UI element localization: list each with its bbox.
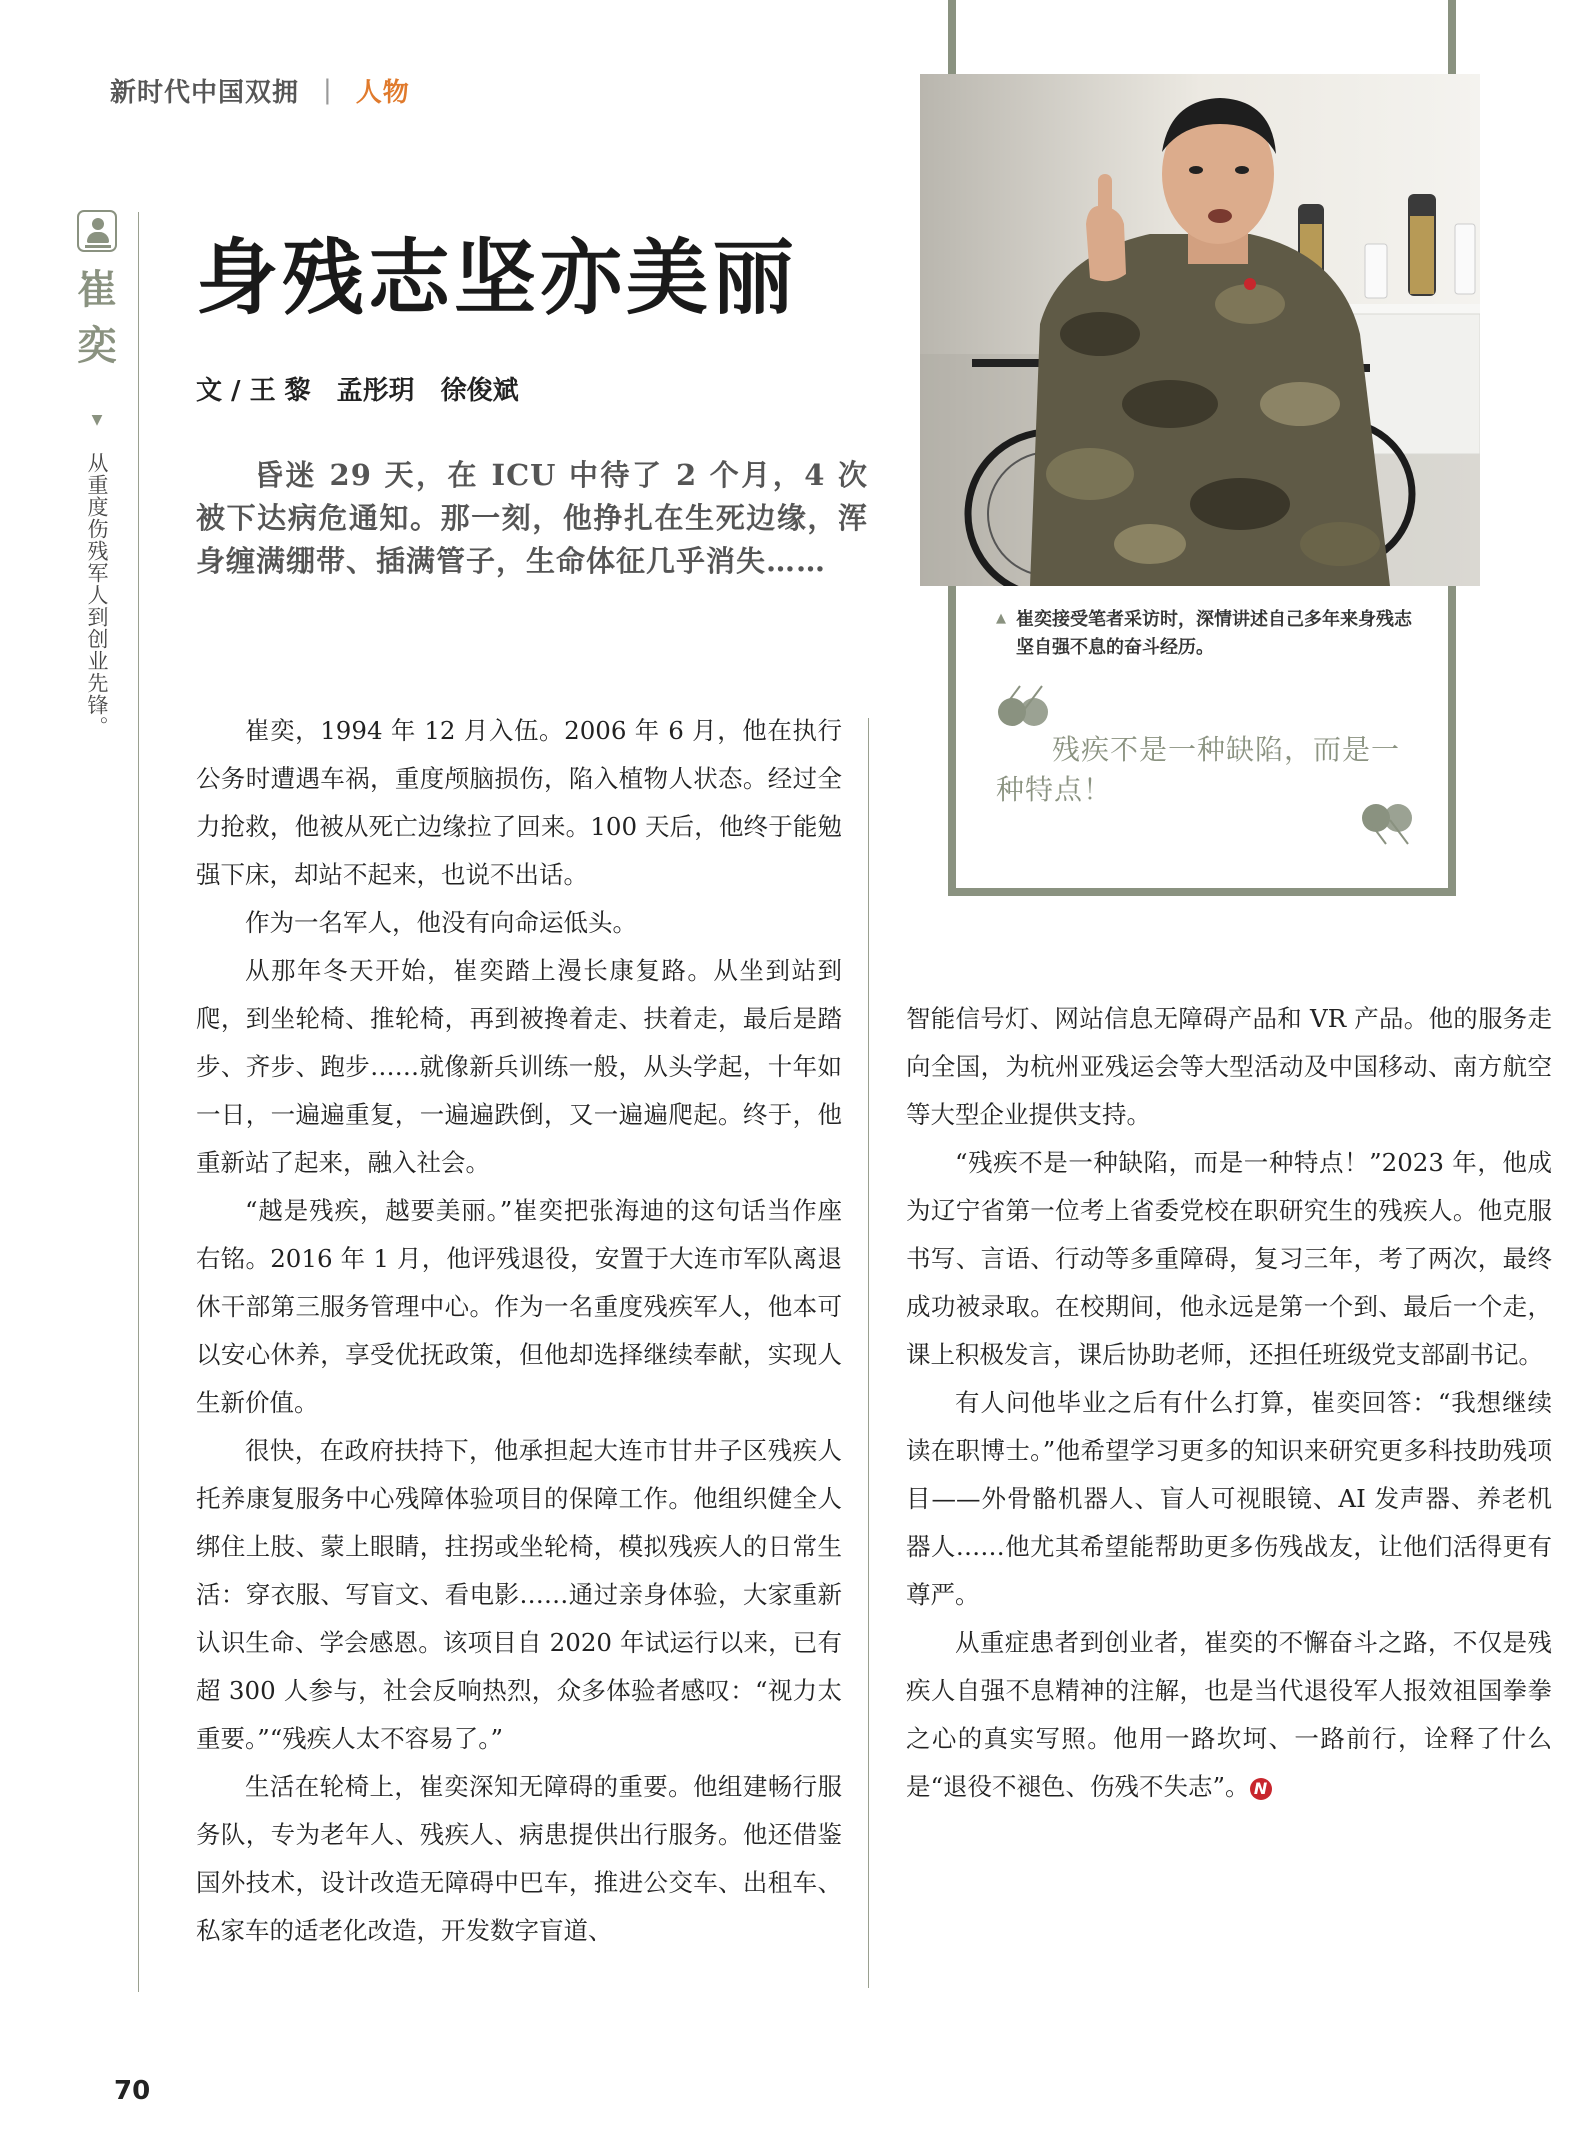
article-title: 身残志坚亦美丽: [196, 230, 799, 326]
vertical-rule: [138, 212, 139, 1992]
column-rule: [868, 718, 869, 1988]
vertical-person-name: 崔奕: [77, 266, 117, 369]
pull-quote: 残疾不是一种缺陷，而是一种特点！: [996, 733, 1401, 806]
body-column-right: [906, 995, 1552, 1811]
byline: 文 / 王 黎 孟彤玥 徐俊斌: [196, 376, 519, 406]
final-paragraph-text: 从重症患者到创业者，崔奕的不懈奋斗之路，不仅是残疾人自强不息精神的注解，也是当代退役军人报效祖国拳拳之心的真实写照。他用一路坎坷、一路前行，诠释了什么是“退役不褪色、伤残不失志”。: [906, 1628, 1552, 1801]
header-separator: |: [323, 75, 332, 105]
body-paragraph: 很快，在政府扶持下，他承担起大连市甘井子区残疾人托养康复服务中心残障体验项目的保障工作。他组织健全人绑住上肢、蒙上眼睛，拄拐或坐轮椅，模拟残疾人的日常生活：穿衣服、写盲文、看电影……通过亲身体验，大家重新认识生命、学会感恩。该项目自 2020 年试运行以来，已有超 300 人参与，社会反响热烈，众多体验者感叹：“视力太重要。”“残疾人太不容易了。”: [196, 1436, 842, 1753]
end-mark-icon: N: [1250, 1778, 1272, 1800]
close-quote-icon: [1358, 798, 1414, 850]
body-paragraph: 从那年冬天开始，崔奕踏上漫长康复路。从坐到站到爬，到坐轮椅、推轮椅，再到被搀着走、扶着走，最后是踏步、齐步、跑步……就像新兵训练一般，从头学起，十年如一日，一遍遍重复，一遍遍跌倒，又一遍遍爬起。终于，他重新站了起来，融入社会。: [196, 956, 842, 1177]
body-paragraph-final: [906, 1619, 1552, 1811]
body-paragraph: 作为一名军人，他没有向命运低头。: [245, 908, 637, 937]
magazine-name: 新时代中国双拥: [110, 77, 300, 108]
body-paragraph: “越是残疾，越要美丽。”崔奕把张海迪的这句话当作座右铭。2016 年 1 月，他评残退役，安置于大连市军队离退休干部第三服务管理中心。作为一名重度残疾军人，他本可以安心休养，享受优抚政策，但他却选择继续奉献，实现人生新价值。: [196, 1196, 842, 1417]
body-paragraph: 崔奕，1994 年 12 月入伍。2006 年 6 月，他在执行公务时遭遇车祸，重度颅脑损伤，陷入植物人状态。经过全力抢救，他被从死亡边缘拉了回来。100 天后，他终于能勉强下床，却站不起来，也说不出话。: [196, 716, 842, 889]
body-paragraph-continued: 智能信号灯、网站信息无障碍产品和 VR 产品。他的服务走向全国，为杭州亚残运会等大型活动及中国移动、南方航空等大型企业提供支持。: [906, 1004, 1552, 1129]
photo-caption: 崔奕接受笔者采访时，深情讲述自己多年来身残志坚自强不息的奋斗经历。: [1016, 609, 1412, 658]
person-icon: [77, 210, 117, 252]
triangle-down-icon: ▼: [91, 412, 103, 428]
body-paragraph: “残疾不是一种缺陷，而是一种特点！”2023 年，他成为辽宁省第一位考上省委党校在职研究生的残疾人。他克服书写、言语、行动等多重障碍，复习三年，考了两次，最终成功被录取。在校期间，他永远是第一个到、最后一个走，课上积极发言，课后协助老师，还担任班级党支部副书记。: [906, 1148, 1552, 1369]
vertical-tagline: 从重度伤残军人到创业先锋。: [85, 452, 109, 738]
caption-triangle-icon: ▲: [996, 611, 1006, 626]
portrait-photo: [920, 74, 1480, 586]
section-name: 人物: [355, 77, 410, 108]
body-column-left: [196, 707, 842, 1955]
page-number: 70: [114, 2076, 151, 2106]
open-quote-icon: [996, 680, 1052, 732]
body-paragraph: 生活在轮椅上，崔奕深知无障碍的重要。他组建畅行服务队，专为老年人、残疾人、病患提供出行服务。他还借鉴国外技术，设计改造无障碍中巴车，推进公交车、出租车、私家车的适老化改造，开发数字盲道、: [196, 1772, 842, 1945]
lead-paragraph: 昏迷 29 天，在 ICU 中待了 2 个月，4 次被下达病危通知。那一刻，他挣扎在生死边缘，浑身缠满绷带、插满管子，生命体征几乎消失……: [196, 458, 868, 578]
running-header: [110, 70, 410, 110]
body-paragraph: 有人问他毕业之后有什么打算，崔奕回答：“我想继续读在职博士。”他希望学习更多的知识来研究更多科技助残项目——外骨骼机器人、盲人可视眼镜、AI 发声器、养老机器人……他尤其希望能帮助更多伤残战友，让他们活得更有尊严。: [906, 1388, 1552, 1609]
